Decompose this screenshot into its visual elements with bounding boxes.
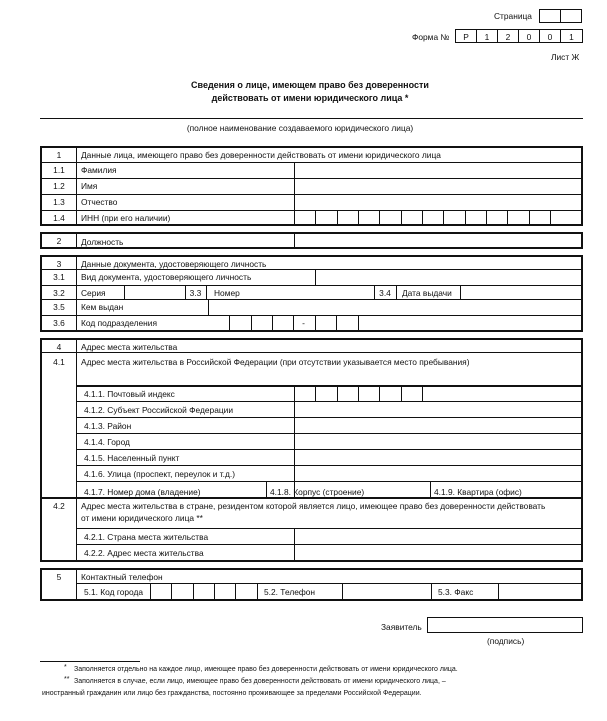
position-label: Должность	[81, 237, 124, 247]
building-label: 4.1.8. Корпус (строение)	[270, 487, 365, 497]
doc-type-field[interactable]	[316, 270, 581, 285]
region-field[interactable]	[295, 402, 581, 417]
issued-by-field[interactable]	[209, 300, 581, 315]
org-name-caption: (полное наименование создаваемого юридического лица)	[186, 123, 414, 133]
signature-field[interactable]	[427, 617, 583, 633]
sheet-label: Лист Ж	[551, 52, 580, 62]
street-label: 4.1.6. Улица (проспект, переулок и т.д.)	[84, 469, 236, 479]
footnote-2-mark: **	[64, 676, 70, 683]
position-field[interactable]	[295, 234, 581, 247]
flat-label: 4.1.9. Квартира (офис)	[434, 487, 522, 497]
inn-label: ИНН (при его наличии)	[81, 213, 171, 223]
section-3: 3 Данные документа, удостоверяющего личность 3.1 Вид документа, удостоверяющего личность 3.2 Серия 3.3 Номер 3.4 Дата выдачи 3.5 Кем выдан 3.6 Код подразделения -	[40, 255, 583, 332]
form-code-cell: 0	[539, 29, 561, 43]
page-box-1[interactable]	[539, 9, 561, 23]
patronymic-label: Отчество	[81, 197, 118, 207]
footnote-1: Заполняется отдельно на каждое лицо, имеющее право без доверенности действовать от имени юридического лица.	[74, 666, 458, 673]
section-1-number: 1	[56, 150, 62, 160]
division-code-dash: -	[302, 318, 305, 328]
phone-field[interactable]	[343, 584, 431, 599]
footnote-1-mark: *	[64, 664, 67, 671]
section-4-2-title-line2: от имени юридического лица **	[81, 513, 203, 523]
foreign-address-field[interactable]	[295, 545, 581, 560]
fax-label: 5.3. Факс	[438, 587, 474, 597]
section-1: 1 Данные лица, имеющего право без доверенности действовать от имени юридического лица 1.1 Фамилия 1.2 Имя 1.3 Отчество 1.4 ИНН (при его наличии)	[40, 146, 583, 226]
street-field[interactable]	[295, 466, 581, 481]
section-4-2-title-line1: Адрес места жительства в стране, резидентом которой является лицо, имеющее право без доверенности действовать	[81, 501, 546, 511]
patronymic-field[interactable]	[295, 195, 581, 210]
form-code	[455, 29, 583, 43]
footnote-divider	[40, 661, 140, 662]
page-label: Страница	[494, 11, 532, 21]
surname-field[interactable]	[295, 163, 581, 178]
number-field[interactable]	[254, 286, 374, 299]
section-5: 5 Контактный телефон 5.1. Код города 5.2. Телефон 5.3. Факс	[40, 568, 583, 601]
phone-label: 5.2. Телефон	[264, 587, 316, 597]
district-field[interactable]	[295, 418, 581, 433]
city-label: 4.1.4. Город	[84, 437, 130, 447]
number-label: Номер	[214, 288, 240, 298]
form-code-cell: 2	[497, 29, 519, 43]
house-number-label: 4.1.7. Номер дома (владение)	[84, 487, 201, 497]
signature-caption: (подпись)	[487, 636, 525, 646]
applicant-label: Заявитель	[381, 622, 422, 632]
fax-field[interactable]	[499, 584, 581, 599]
form-code-cell: 0	[518, 29, 540, 43]
footnote-2-line1: Заполняется в случае, если лицо, имеющее право без доверенности действовать от имени юридического лица, –	[74, 678, 446, 685]
foreign-address-label: 4.2.2. Адрес места жительства	[84, 548, 204, 558]
section-4-title: Адрес места жительства	[81, 342, 178, 352]
form-title-line2: действовать от имени юридического лица *	[211, 93, 409, 103]
doc-type-label: Вид документа, удостоверяющего личность	[81, 272, 252, 282]
section-4: 4 Адрес места жительства 4.1 Адрес места жительства в Российской Федерации (при отсутствии указывается место пребывания) 4.1.1. Почтовый индекс 4.1.2. Субъект Российской Федерации 4.1.3. Район 4.1.4. Город 4.1.5. Населенный пункт 4.1.6. Улица (проспект, переулок и т.д.) 4.1.7. Номер дома (владение) 4.1.8. Корпус (строение) 4.1.9. Квартира (офис) 4.2 Адрес места жительства в стране, резидентом которой является лицо, имеющее право без доверенности действовать от имени юридического лица ** 4.2.1. Страна места жительства 4.2.2. Адрес места жительства	[40, 338, 583, 562]
issue-date-label: Дата выдачи	[402, 288, 452, 298]
locality-label: 4.1.5. Населенный пункт	[84, 453, 180, 463]
form-code-cell: Р	[455, 29, 477, 43]
org-name-line[interactable]	[40, 118, 583, 119]
section-4-1-title: Адрес места жительства в Российской Федерации (при отсутствии указывается место пребывания)	[81, 357, 470, 367]
postal-code-label: 4.1.1. Почтовый индекс	[84, 389, 175, 399]
section-3-title: Данные документа, удостоверяющего личность	[81, 259, 267, 269]
city-code-field[interactable]	[150, 583, 260, 599]
city-code-label: 5.1. Код города	[84, 587, 144, 597]
page-box-2[interactable]	[560, 9, 582, 23]
issued-by-label: Кем выдан	[81, 302, 124, 312]
section-2: 2 Должность	[40, 232, 583, 249]
locality-field[interactable]	[295, 450, 581, 465]
name-field[interactable]	[295, 179, 581, 194]
foreign-country-label: 4.2.1. Страна места жительства	[84, 532, 209, 542]
postal-code-field[interactable]	[294, 386, 424, 401]
division-code-label: Код подразделения	[81, 318, 157, 328]
form-code-cell: 1	[560, 29, 583, 43]
section-1-title: Данные лица, имеющего право без доверенности действовать от имени юридического лица	[81, 150, 441, 160]
city-field[interactable]	[295, 434, 581, 449]
form-label: Форма №	[412, 32, 450, 42]
series-field[interactable]	[125, 286, 185, 299]
inn-field[interactable]	[294, 210, 550, 224]
series-label: Серия	[81, 288, 106, 298]
section-5-title: Контактный телефон	[81, 572, 163, 582]
region-label: 4.1.2. Субъект Российской Федерации	[84, 405, 234, 415]
name-label: Имя	[81, 181, 98, 191]
division-code-field[interactable]	[208, 315, 338, 330]
form-code-cell: 1	[476, 29, 498, 43]
issue-date-field[interactable]	[461, 286, 581, 299]
form-title-line1: Сведения о лице, имеющем право без доверенности	[191, 80, 429, 90]
surname-label: Фамилия	[81, 165, 117, 175]
foreign-country-field[interactable]	[295, 529, 581, 544]
footnote-2-line2: иностранный гражданин или лицо без гражданства, постоянно проживающее за пределами Российской Федерации.	[42, 690, 422, 697]
district-label: 4.1.3. Район	[84, 421, 132, 431]
